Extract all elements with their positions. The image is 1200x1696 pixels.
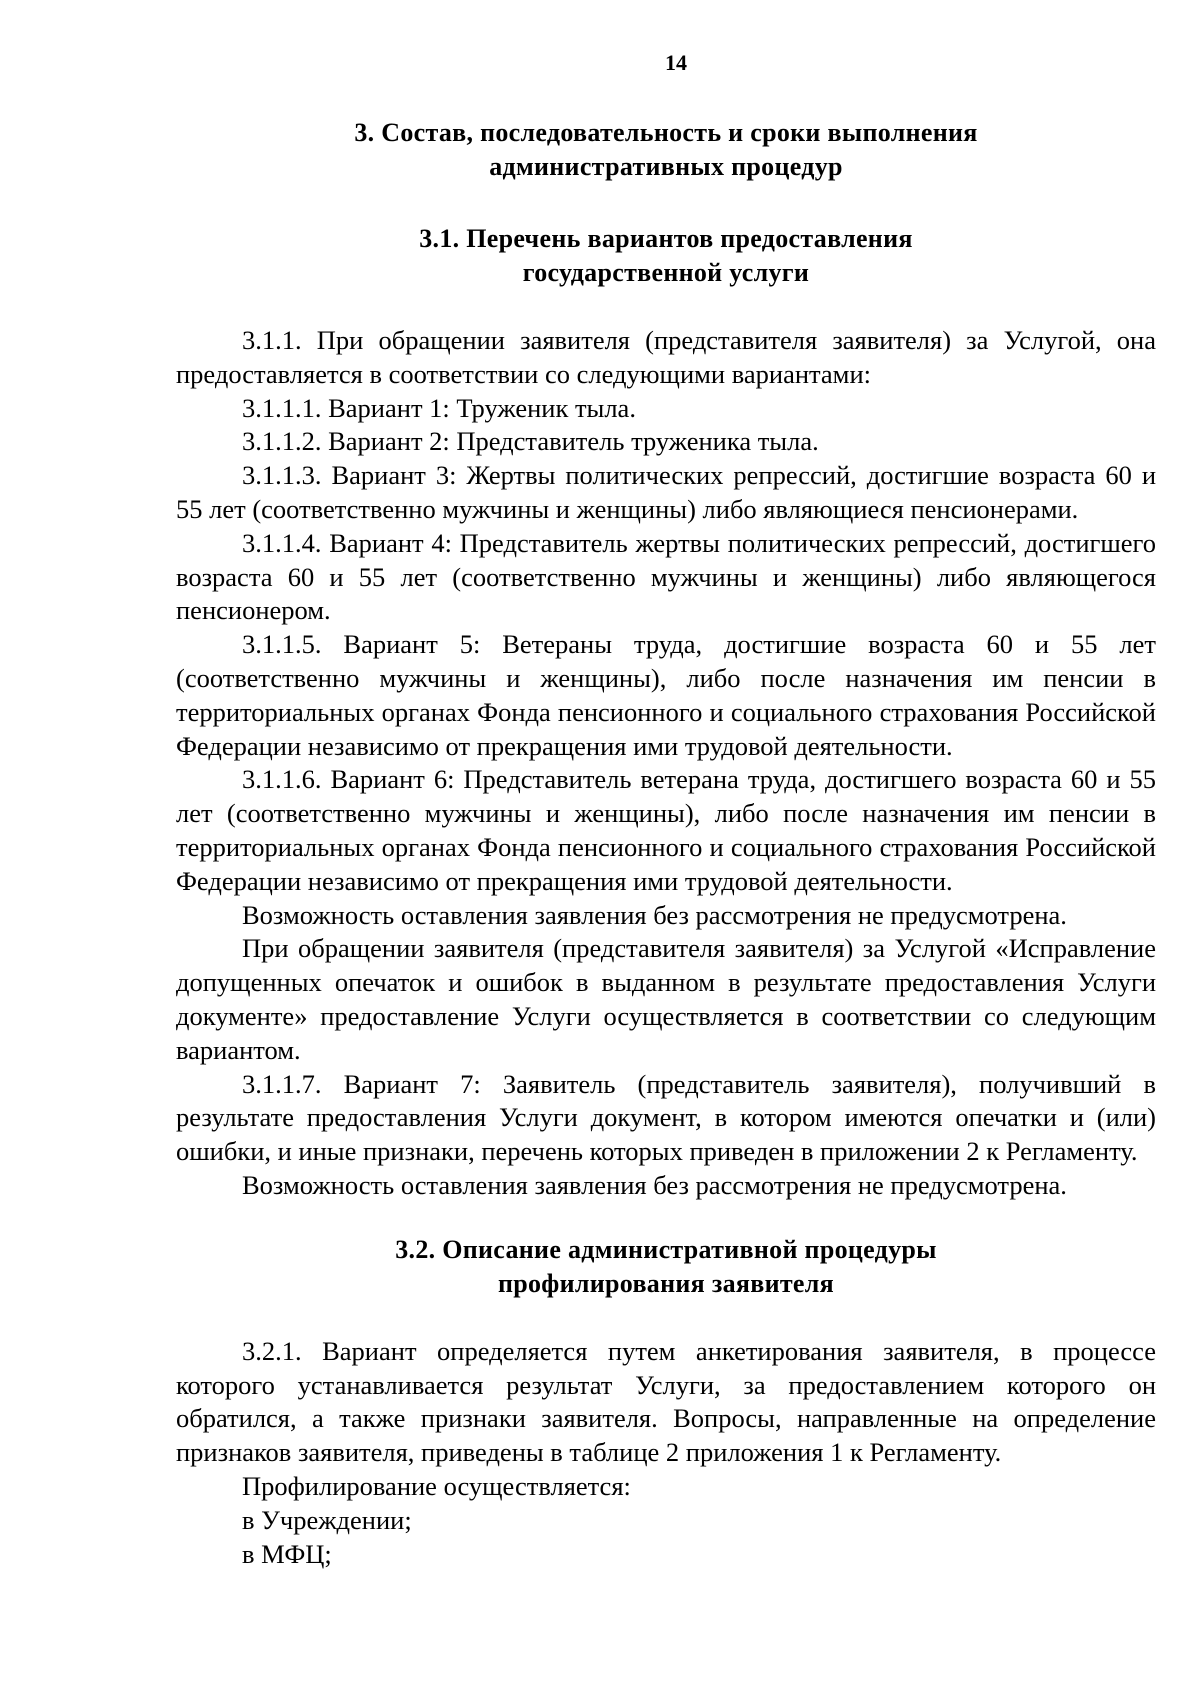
paragraph: в Учреждении; bbox=[242, 1504, 412, 1535]
paragraph: 3.1.1.7. Вариант 7: Заявитель (представитель заявителя), получивший в результате предоставления Услуги документ, в котором имеются опечатки и (или) ошибки, и иные признаки, перечень которых приведен в приложении 2 к Регламенту. bbox=[176, 1068, 1156, 1167]
paragraph: 3.1.1.6. Вариант 6: Представитель ветерана труда, достигшего возраста 60 и 55 лет (соответственно мужчины и женщины), либо после назначения им пенсии в территориальных органах Фонда пенсионного и социального страхования Российской Федерации независимо от прекращения ими трудовой деятельности. bbox=[176, 764, 1156, 896]
paragraph: Возможность оставления заявления без рассмотрения не предусмотрена. bbox=[242, 1169, 1067, 1200]
paragraph: 3.1.1.1. Вариант 1: Труженик тыла. bbox=[242, 392, 636, 423]
paragraph: 3.2.1. Вариант определяется путем анкетирования заявителя, в процессе которого устанавливается результат Услуги, за предоставлением которого он обратился, а также признаки заявителя. Вопросы, направленные на определение признаков заявителя, приведены в таблице 2 приложения 1 к Регламенту. bbox=[176, 1335, 1156, 1468]
paragraph: Возможность оставления заявления без рассмотрения не предусмотрена. bbox=[242, 899, 1067, 930]
section-heading-line2: административных процедур bbox=[489, 152, 843, 181]
section-heading-line1: 3. Состав, последовательность и сроки выполнения bbox=[354, 118, 978, 147]
section-3-2-body bbox=[176, 1335, 1156, 1572]
section-3-1-body bbox=[176, 324, 1156, 1203]
subsection-heading-3-2-line2: профилирования заявителя bbox=[497, 1268, 835, 1298]
subsection-heading-3-2-line1: 3.2. Описание административной процедуры bbox=[395, 1234, 937, 1264]
subsection-heading-3-1-line1: 3.1. Перечень вариантов предоставления bbox=[419, 224, 913, 253]
paragraph: Профилирование осуществляется: bbox=[242, 1470, 631, 1501]
document-page bbox=[176, 50, 1156, 1571]
paragraph: 3.1.1.5. Вариант 5: Ветераны труда, достигшие возраста 60 и 55 лет (соответственно мужчины и женщины), либо после назначения им пенсии в территориальных органах Фонда пенсионного и социального страхования Российской Федерации независимо от прекращения ими трудовой деятельности. bbox=[176, 629, 1156, 761]
paragraph: в МФЦ; bbox=[242, 1538, 332, 1569]
paragraph: 3.1.1.3. Вариант 3: Жертвы политических репрессий, достигшие возраста 60 и 55 лет (соответственно мужчины и женщины) либо являющиеся пенсионерами. bbox=[176, 460, 1156, 524]
paragraph: 3.1.1.4. Вариант 4: Представитель жертвы политических репрессий, достигшего возраста 60 и 55 лет (соответственно мужчины и женщины) либо являющегося пенсионером. bbox=[176, 527, 1156, 626]
subsection-heading-3-2 bbox=[176, 1233, 1156, 1301]
subsection-heading-3-1 bbox=[176, 222, 1156, 290]
section-heading bbox=[176, 116, 1156, 184]
paragraph: 3.1.1. При обращении заявителя (представителя заявителя) за Услугой, она предоставляется в соответствии со следующими вариантами: bbox=[176, 325, 1156, 389]
paragraph: При обращении заявителя (представителя заявителя) за Услугой «Исправление допущенных опечаток и ошибок в выданном в результате предоставления Услуги документе» предоставление Услуги осуществляется в соответствии со следующим вариантом. bbox=[176, 933, 1156, 1065]
page-number: 14 bbox=[665, 50, 687, 75]
subsection-heading-3-1-line2: государственной услуги bbox=[522, 258, 810, 287]
paragraph: 3.1.1.2. Вариант 2: Представитель труженика тыла. bbox=[242, 426, 819, 457]
